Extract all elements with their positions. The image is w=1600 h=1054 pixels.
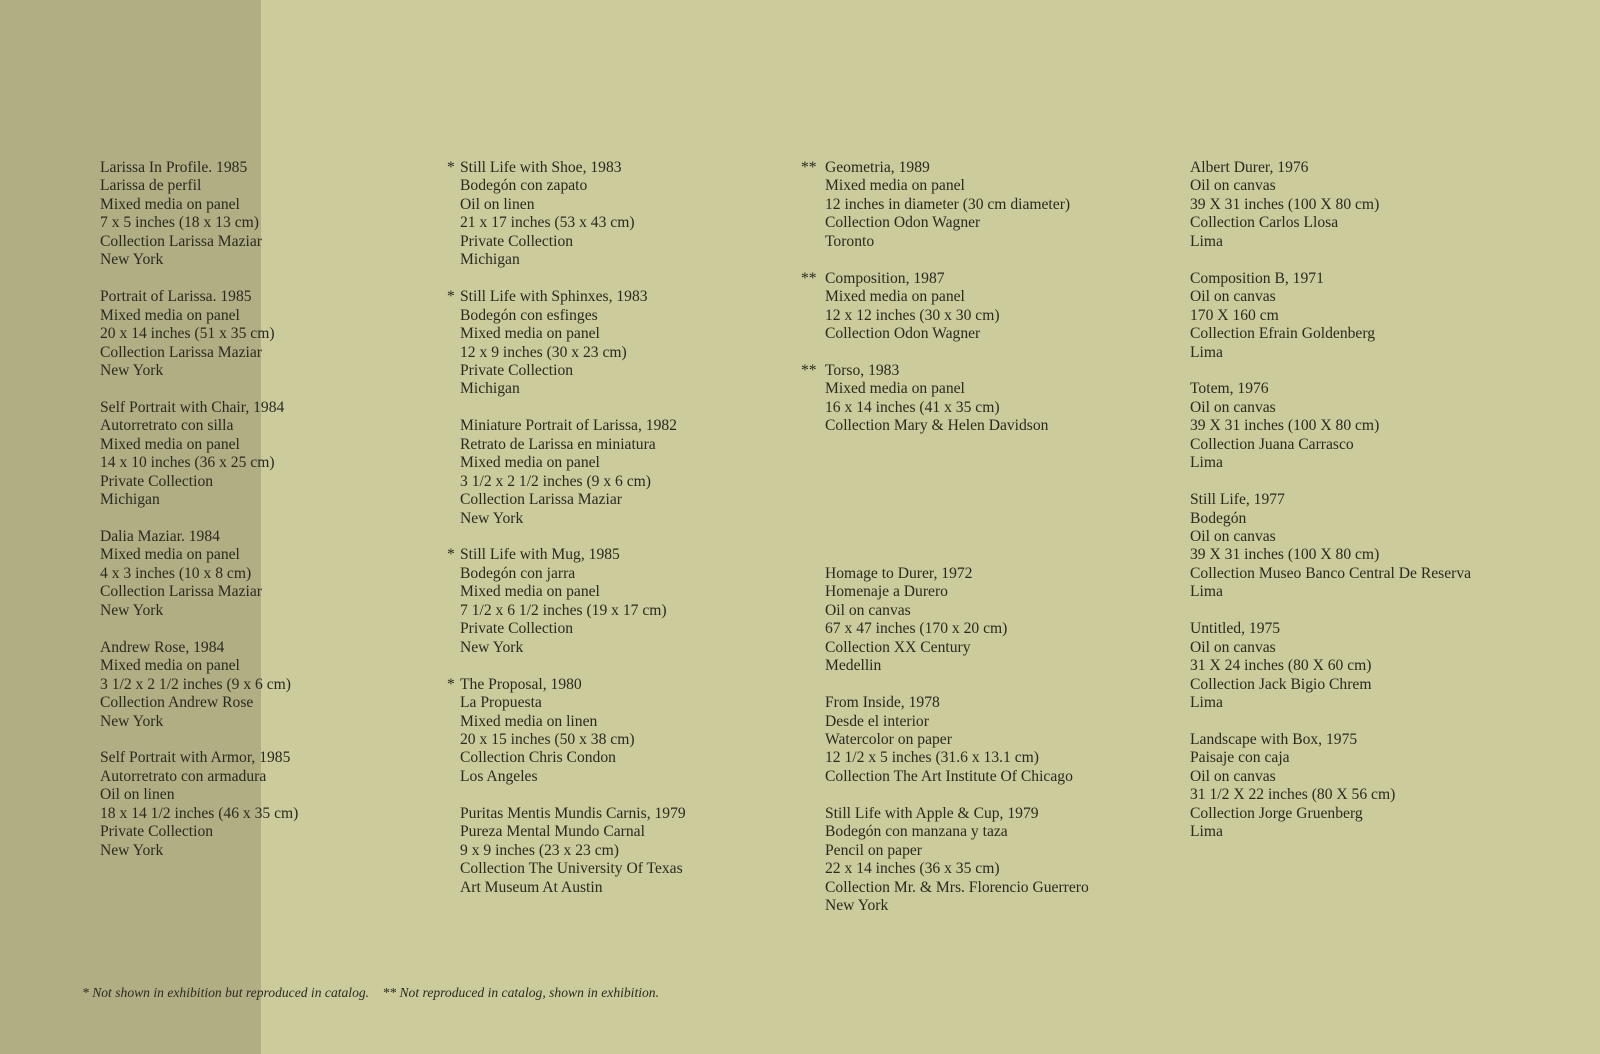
artwork-detail-line: Mixed media on panel [460,325,600,343]
footnote-marker: * [447,288,455,306]
artwork-detail-line: 12 x 12 inches (30 x 30 cm) [825,306,1000,324]
artwork-detail-line: Michigan [460,380,520,398]
artwork-detail-line: New York [100,601,164,619]
artwork-detail-line: Private Collection [100,823,214,841]
artwork-detail-line: Oil on linen [460,195,535,213]
artwork-detail-line: New York [460,509,524,527]
artwork-detail-line: Art Museum At Austin [460,878,603,896]
artwork-detail-line: Bodegón con esfinges [460,306,598,324]
column-spacer [801,454,1131,565]
artwork-detail-line: Collection Efrain Goldenberg [1190,325,1376,343]
artwork-detail-line: Collection Juana Carrasco [1190,435,1354,453]
artwork-detail-line: Collection Larissa Maziar [100,232,262,250]
artwork-entry [447,805,777,897]
artwork-detail-line: Oil on canvas [1190,398,1276,416]
artwork-detail-line: 20 x 15 inches (50 x 38 cm) [460,730,635,748]
artwork-detail-line: Los Angeles [460,767,538,785]
artwork-detail-line: New York [100,361,164,379]
artwork-detail-line: Private Collection [460,232,574,250]
artwork-title: From Inside, 1978 [825,694,940,712]
footnote-marker: ** [801,269,817,287]
artwork-detail-line: Mixed media on panel [825,288,965,306]
artwork-detail-line: 12 x 9 inches (30 x 23 cm) [460,343,627,361]
artwork-detail-line: New York [100,251,164,269]
artwork-title: Totem, 1976 [1190,380,1269,398]
artwork-detail-line: Toronto [825,232,875,250]
artwork-entry [1190,380,1590,472]
artwork-entry [447,546,777,657]
artwork-entry [100,749,420,860]
artwork-title: Albert Durer, 1976 [1190,159,1309,176]
artwork-detail-line: 20 x 14 inches (51 x 35 cm) [100,325,275,343]
artwork-detail-line: Collection Museo Banco Central De Reserva [1190,564,1472,582]
artwork-detail-line: Bodegón con zapato [460,177,588,195]
artwork-detail-line: New York [825,897,889,915]
artwork-detail-line: Collection Carlos Llosa [1190,214,1339,232]
artwork-detail-line: 3 1/2 x 2 1/2 inches (9 x 6 cm) [100,675,291,693]
artwork-title: Still Life with Apple & Cup, 1979 [825,804,1039,822]
artwork-detail-line: Bodegón con jarra [460,564,576,582]
artwork-detail-line: Mixed media on panel [100,195,240,213]
artwork-detail-line: Private Collection [460,361,574,379]
artwork-entry [100,159,420,270]
artwork-detail-line: Oil on canvas [1190,177,1276,195]
artwork-entry [100,639,420,731]
artwork-detail-line: 31 1/2 X 22 inches (80 X 56 cm) [1190,786,1396,804]
artwork-detail-line: 67 x 47 inches (170 x 20 cm) [825,620,1008,638]
catalog-column-4 [1190,159,1590,860]
footnote-marker: ** [801,159,817,176]
artwork-title: Still Life with Shoe, 1983 [460,159,622,176]
artwork-detail-line: Collection The University Of Texas [460,860,683,878]
artwork-detail-line: Mixed media on panel [100,306,240,324]
artwork-title: Torso, 1983 [825,361,900,379]
artwork-detail-line: Collection Larissa Maziar [100,583,262,601]
artwork-detail-line: 12 inches in diameter (30 cm diameter) [825,195,1071,213]
catalog-column-3 [801,159,1131,934]
artwork-title: Still Life, 1977 [1190,491,1285,509]
artwork-detail-line: 39 X 31 inches (100 X 80 cm) [1190,195,1380,213]
artwork-detail-line: 3 1/2 x 2 1/2 inches (9 x 6 cm) [460,472,651,490]
artwork-detail-line: Mixed media on linen [460,712,598,730]
artwork-title: Composition, 1987 [825,269,945,287]
artwork-title: Andrew Rose, 1984 [100,638,225,656]
catalog-column-2 [447,159,777,915]
artwork-detail-line: Lima [1190,823,1223,841]
artwork-entry [1190,731,1590,842]
footnote-marker: * [447,159,455,176]
artwork-entry [1190,270,1590,362]
artwork-detail-line: Collection Jorge Gruenberg [1190,804,1363,822]
artwork-detail-line: Medellin [825,657,882,675]
artwork-detail-line: Mixed media on panel [100,657,240,675]
artwork-entry [447,159,777,270]
artwork-detail-line: Mixed media on panel [825,380,965,398]
artwork-detail-line: Private Collection [460,620,574,638]
artwork-detail-line: Collection The Art Institute Of Chicago [825,767,1073,785]
artwork-detail-line: 39 X 31 inches (100 X 80 cm) [1190,417,1380,435]
artwork-detail-line: 9 x 9 inches (23 x 23 cm) [460,841,619,859]
artwork-detail-line: Desde el interior [825,712,929,730]
artwork-title: Puritas Mentis Mundis Carnis, 1979 [460,804,686,822]
artwork-detail-line: Oil on canvas [825,601,911,619]
artwork-detail-line: 22 x 14 inches (36 x 35 cm) [825,860,1000,878]
artwork-entry [801,362,1131,436]
artwork-detail-line: Bodegón con manzana y taza [825,823,1008,841]
artwork-detail-line: Collection Mary & Helen Davidson [825,417,1049,435]
artwork-entry [447,676,777,787]
artwork-detail-line: Collection Odon Wagner [825,214,981,232]
artwork-title: Geometria, 1989 [825,159,930,176]
artwork-detail-line: 170 X 160 cm [1190,306,1279,324]
artwork-detail-line: Homenaje a Durero [825,583,948,601]
artwork-entry [801,805,1131,916]
artwork-detail-line: Retrato de Larissa en miniatura [460,435,656,453]
artwork-title: Larissa In Profile. 1985 [100,159,248,176]
artwork-detail-line: Autorretrato con armadura [100,767,267,785]
artwork-detail-line: 16 x 14 inches (41 x 35 cm) [825,398,1000,416]
artwork-detail-line: Paisaje con caja [1190,749,1290,767]
artwork-detail-line: Collection Jack Bigio Chrem [1190,675,1372,693]
footnote-marker: ** [801,361,817,379]
artwork-detail-line: Larissa de perfil [100,177,202,195]
artwork-detail-line: Private Collection [100,472,214,490]
artwork-detail-line: 4 x 3 inches (10 x 8 cm) [100,564,252,582]
footnote-marker: * [447,675,455,693]
artwork-detail-line: Mixed media on panel [460,583,600,601]
footnote-double-asterisk: ** Not reproduced in catalog, shown in exhibition. [382,985,660,1000]
artwork-title: Self Portrait with Chair, 1984 [100,398,285,416]
artwork-detail-line: 12 1/2 x 5 inches (31.6 x 13.1 cm) [825,749,1039,767]
artwork-detail-line: La Propuesta [460,694,542,712]
artwork-title: Composition B, 1971 [1190,269,1324,287]
artwork-detail-line: 39 X 31 inches (100 X 80 cm) [1190,546,1380,564]
artwork-entry [1190,491,1590,602]
artwork-title: Self Portrait with Armor, 1985 [100,749,291,767]
artwork-title: Untitled, 1975 [1190,620,1281,638]
artwork-entry [801,159,1131,251]
footnote [82,985,669,1001]
artwork-entry [801,270,1131,344]
artwork-detail-line: Collection Odon Wagner [825,325,981,343]
artwork-detail-line: 7 1/2 x 6 1/2 inches (19 x 17 cm) [460,601,667,619]
artwork-detail-line: Autorretrato con silla [100,417,234,435]
artwork-detail-line: Watercolor on paper [825,730,952,748]
artwork-detail-line: Pencil on paper [825,841,922,859]
footnote-marker: * [447,546,455,564]
artwork-entry [447,288,777,399]
artwork-entry [1190,159,1590,251]
artwork-detail-line: Lima [1190,454,1223,472]
artwork-detail-line: Michigan [460,251,520,269]
artwork-detail-line: New York [460,638,524,656]
artwork-entry [100,399,420,510]
artwork-entry [1190,620,1590,712]
artwork-detail-line: Lima [1190,232,1223,250]
artwork-title: Dalia Maziar. 1984 [100,528,220,546]
artwork-detail-line: Oil on linen [100,786,175,804]
artwork-detail-line: Lima [1190,343,1223,361]
artwork-detail-line: Oil on canvas [1190,528,1276,546]
artwork-detail-line: Mixed media on panel [460,454,600,472]
artwork-detail-line: 21 x 17 inches (53 x 43 cm) [460,214,635,232]
artwork-entry [801,565,1131,676]
catalog-column-1 [100,159,420,879]
artwork-entry [100,528,420,620]
artwork-detail-line: Oil on canvas [1190,767,1276,785]
artwork-detail-line: Oil on canvas [1190,638,1276,656]
artwork-entry [447,417,777,528]
artwork-title: Landscape with Box, 1975 [1190,730,1358,748]
artwork-detail-line: 7 x 5 inches (18 x 13 cm) [100,214,259,232]
artwork-detail-line: Mixed media on panel [100,435,240,453]
artwork-detail-line: New York [100,712,164,730]
artwork-title: Portrait of Larissa. 1985 [100,288,252,306]
artwork-detail-line: Collection Larissa Maziar [460,491,622,509]
artwork-detail-line: Lima [1190,583,1223,601]
artwork-detail-line: Michigan [100,491,160,509]
artwork-title: Still Life with Mug, 1985 [460,546,620,564]
artwork-detail-line: Collection Chris Condon [460,749,616,767]
artwork-title: Homage to Durer, 1972 [825,564,973,582]
artwork-detail-line: Bodegón [1190,509,1247,527]
footnote-single-asterisk: * Not shown in exhibition but reproduced in catalog. [82,985,370,1000]
artwork-detail-line: Mixed media on panel [825,177,965,195]
artwork-detail-line: 31 X 24 inches (80 X 60 cm) [1190,657,1372,675]
artwork-title: The Proposal, 1980 [460,675,582,693]
artwork-detail-line: Lima [1190,694,1223,712]
artwork-entry [801,694,1131,786]
artwork-title: Miniature Portrait of Larissa, 1982 [460,417,677,435]
artwork-detail-line: Collection XX Century [825,638,971,656]
artwork-title: Still Life with Sphinxes, 1983 [460,288,648,306]
artwork-detail-line: Mixed media on panel [100,546,240,564]
artwork-detail-line: Collection Andrew Rose [100,694,254,712]
artwork-detail-line: 18 x 14 1/2 inches (46 x 35 cm) [100,804,299,822]
artwork-detail-line: Collection Larissa Maziar [100,343,262,361]
artwork-entry [100,288,420,380]
artwork-detail-line: New York [100,841,164,859]
artwork-detail-line: Collection Mr. & Mrs. Florencio Guerrero [825,878,1089,896]
artwork-detail-line: Pureza Mental Mundo Carnal [460,823,645,841]
artwork-detail-line: Oil on canvas [1190,288,1276,306]
artwork-detail-line: 14 x 10 inches (36 x 25 cm) [100,454,275,472]
